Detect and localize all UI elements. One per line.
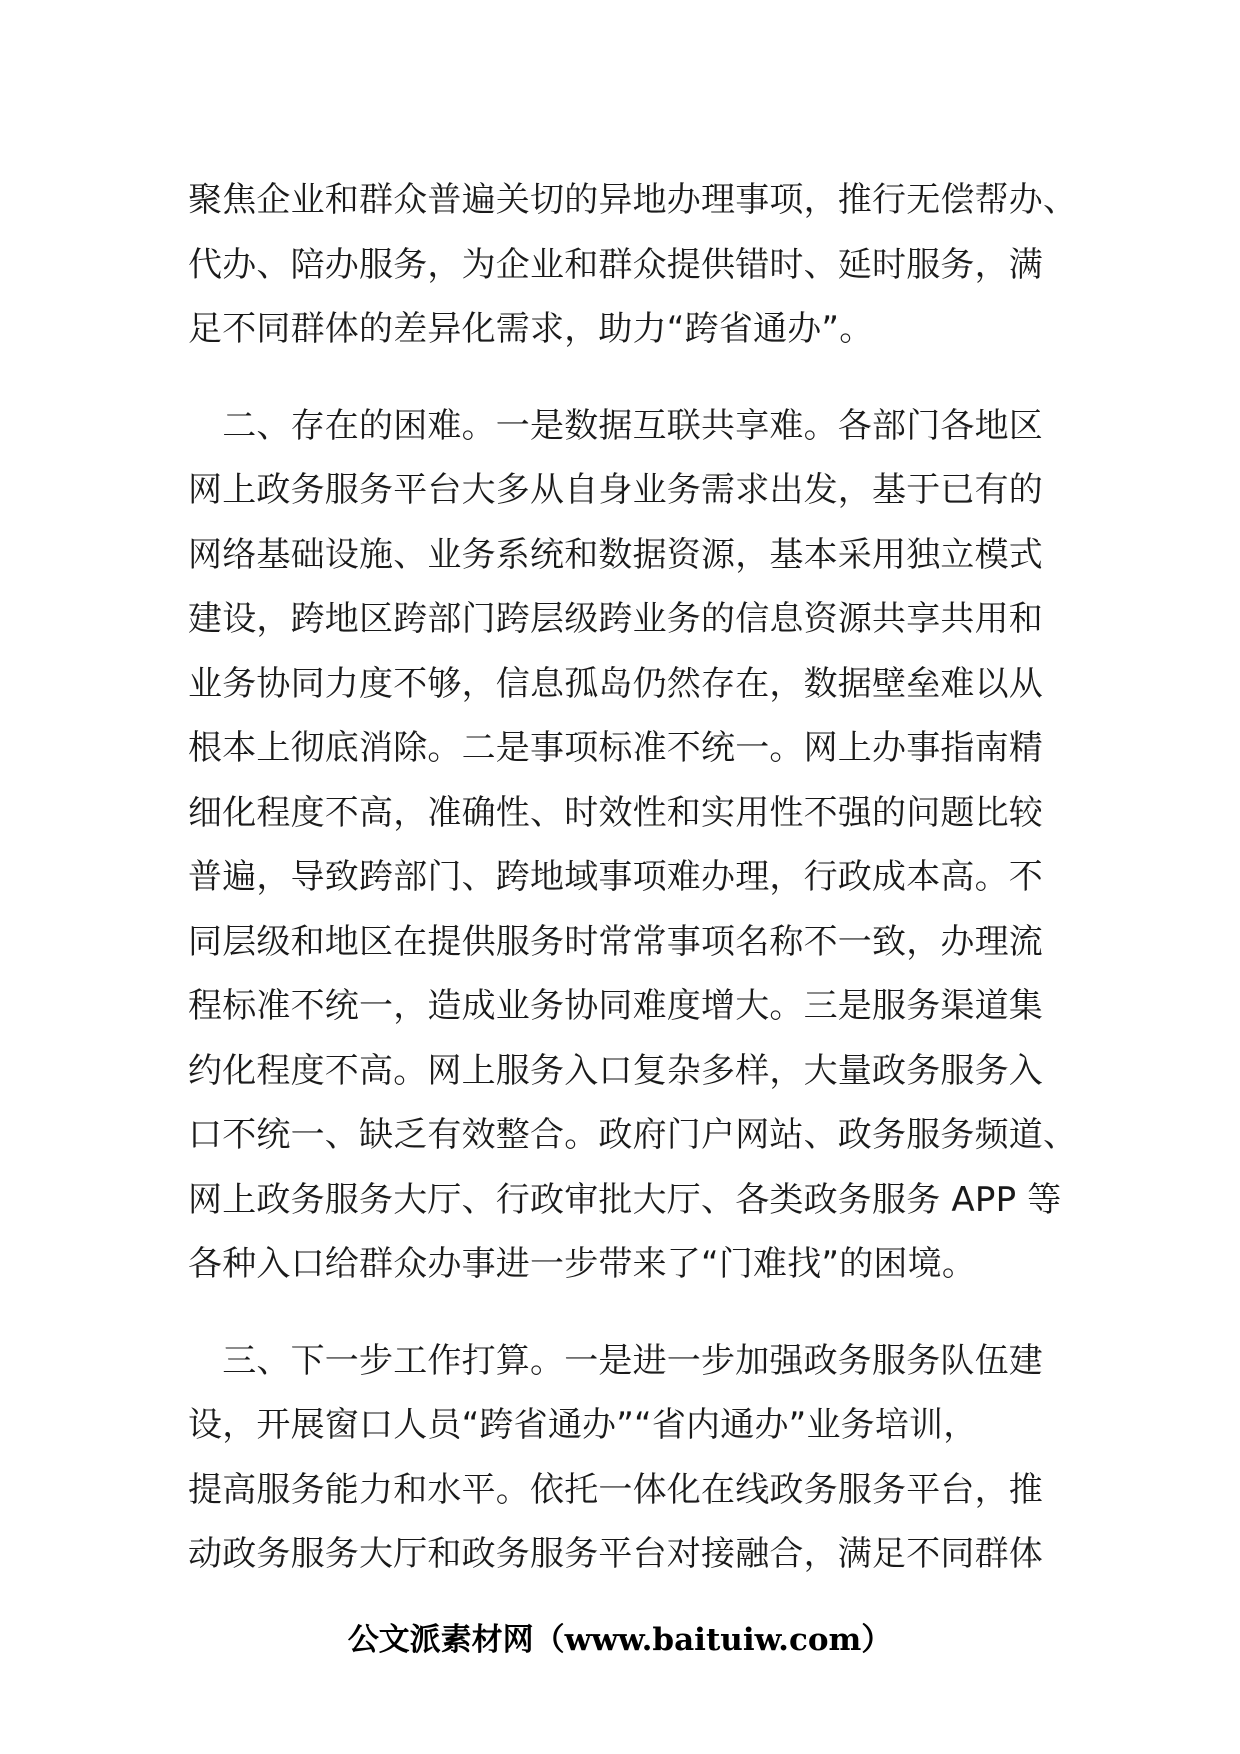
text-line: 设，开展窗口人员“跨省通办”“省内通办”业务培训，	[188, 1405, 978, 1445]
text-line: 业务协同力度不够，信息孤岛仍然存在，数据壁垒难以从	[188, 663, 1043, 704]
text-line: 代办、陪办服务，为企业和群众提供错时、延时服务，满	[188, 244, 1043, 285]
text-line: 程标准不统一，造成业务协同难度增大。三是服务渠道集	[188, 986, 1043, 1026]
paragraph-gap	[188, 1297, 1044, 1329]
text-line: 细化程度不高，准确性、时效性和实用性不强的问题比较	[188, 792, 1043, 833]
text-line: 网络基础设施、业务系统和数据资源，基本采用独立模式	[188, 534, 1043, 575]
text-line: 二、存在的困难。一是数据互联共享难。各部门各地区	[188, 405, 1043, 446]
text-line: 同层级和地区在提供服务时常常事项名称不一致，办理流	[188, 921, 1043, 962]
paragraph-next-steps	[188, 1329, 1044, 1587]
text-line: 聚焦企业和群众普遍关切的异地办理事项，推行无偿帮办、	[188, 180, 1078, 220]
text-line: 动政务服务大厅和政务服务平台对接融合，满足不同群体	[188, 1534, 1043, 1574]
text-line: 提高服务能力和水平。依托一体化在线政务服务平台，推	[188, 1469, 1043, 1510]
text-line: 足不同群体的差异化需求，助力“跨省通办”。	[188, 309, 874, 349]
document-body	[188, 168, 1078, 1587]
text-line: 约化程度不高。网上服务入口复杂多样，大量政务服务入	[188, 1050, 1043, 1091]
text-line: 网上政务服务平台大多从自身业务需求出发，基于已有的	[188, 470, 1043, 510]
footer-watermark: 公文派素材网（www.baituiw.com）	[347, 1622, 893, 1658]
text-line: 网上政务服务大厅、行政审批大厅、各类政务服务 APP 等	[188, 1179, 1062, 1220]
text-line: 口不统一、缺乏有效整合。政府门户网站、政务服务频道、	[188, 1115, 1078, 1155]
paragraph-gap	[188, 362, 1044, 394]
text-line: 各种入口给群众办事进一步带来了“门难找”的困境。	[188, 1244, 977, 1284]
text-line: 建设，跨地区跨部门跨层级跨业务的信息资源共享共用和	[188, 599, 1043, 639]
paragraph-continuation	[188, 168, 1078, 362]
text-line: 三、下一步工作打算。一是进一步加强政务服务队伍建	[188, 1340, 1043, 1381]
text-line: 普遍，导致跨部门、跨地域事项难办理，行政成本高。不	[188, 857, 1043, 897]
text-line: 根本上彻底消除。二是事项标准不统一。网上办事指南精	[188, 728, 1043, 768]
paragraph-difficulties	[188, 394, 1078, 1297]
